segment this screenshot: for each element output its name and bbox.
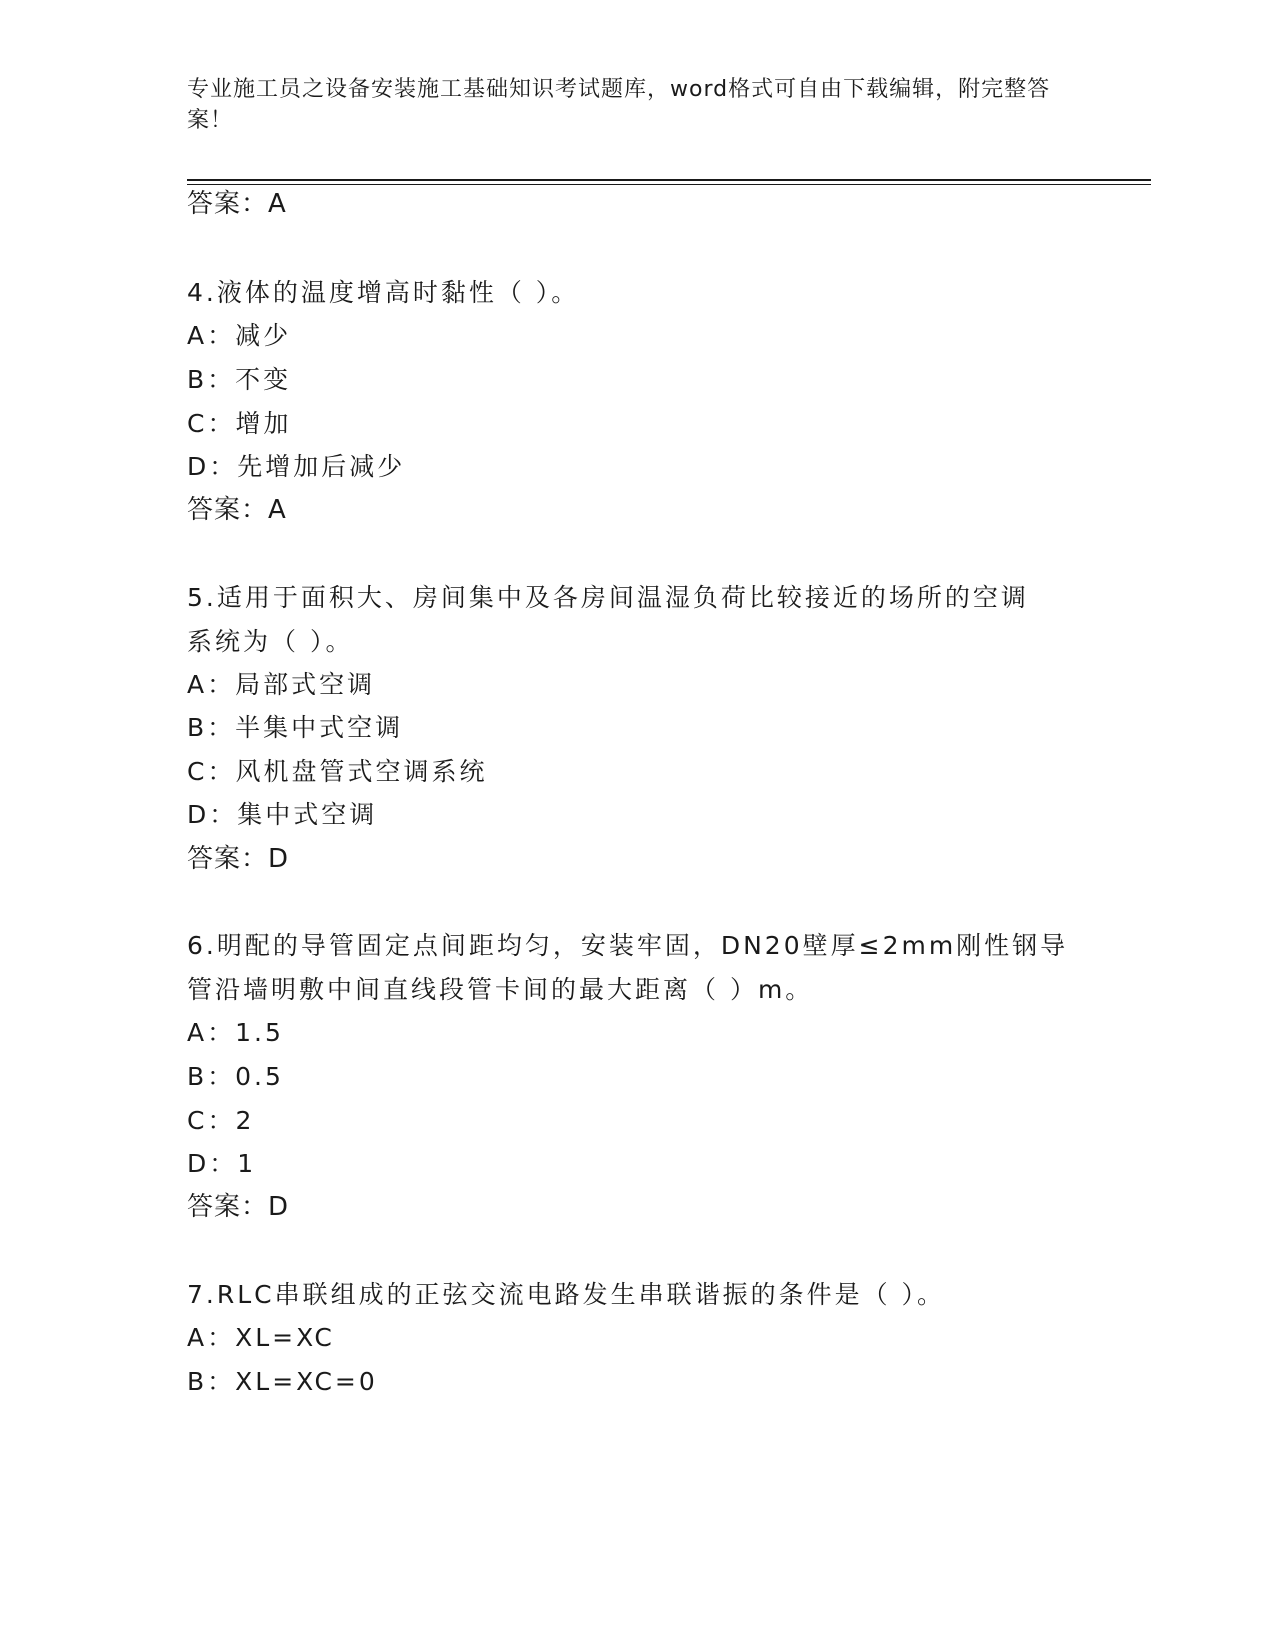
question-4-answer: 答案：A [187,495,287,525]
question-4-option-b: B：不变 [187,365,292,394]
question-6-stem-line2: 管沿墙明敷中间直线段管卡间的最大距离（ ）m。 [187,975,814,1004]
question-7-stem: 7.RLC串联组成的正弦交流电路发生串联谐振的条件是（ ）。 [187,1280,946,1309]
question-6-option-d: D：1 [187,1149,257,1178]
question-5-option-b: B：半集中式空调 [187,713,404,742]
question-6-option-c: C：2 [187,1106,255,1135]
question-6-option-b: B：0.5 [187,1062,284,1091]
question-6-answer: 答案：D [187,1192,290,1222]
answer-prev: 答案：A [187,189,287,219]
header-divider-thin [187,184,1151,185]
question-4-option-a: A：减少 [187,321,292,350]
question-5-option-c: C：风机盘管式空调系统 [187,757,488,786]
question-5-option-a: A：局部式空调 [187,670,376,699]
question-4-option-c: C：增加 [187,409,292,438]
question-5-stem-line2: 系统为（ ）。 [187,627,354,656]
header-divider [187,179,1151,181]
question-4-option-d: D：先增加后减少 [187,452,406,481]
question-6-stem-line1: 6.明配的导管固定点间距均匀，安装牢固，DN20壁厚≤2mm刚性钢导 [187,931,1069,960]
question-6-option-a: A：1.5 [187,1018,284,1047]
question-7-option-a: A：XL=XC [187,1323,335,1352]
question-7-option-b: B：XL=XC=0 [187,1367,378,1396]
question-5-answer: 答案：D [187,844,290,874]
question-5-stem-line1: 5.适用于面积大、房间集中及各房间温湿负荷比较接近的场所的空调 [187,583,1029,612]
question-5-option-d: D：集中式空调 [187,800,378,829]
page-header-text: 专业施工员之设备安装施工基础知识考试题库，word格式可自由下载编辑，附完整答案！ [187,77,1051,133]
question-4-stem: 4.液体的温度增高时黏性（ ）。 [187,278,580,307]
